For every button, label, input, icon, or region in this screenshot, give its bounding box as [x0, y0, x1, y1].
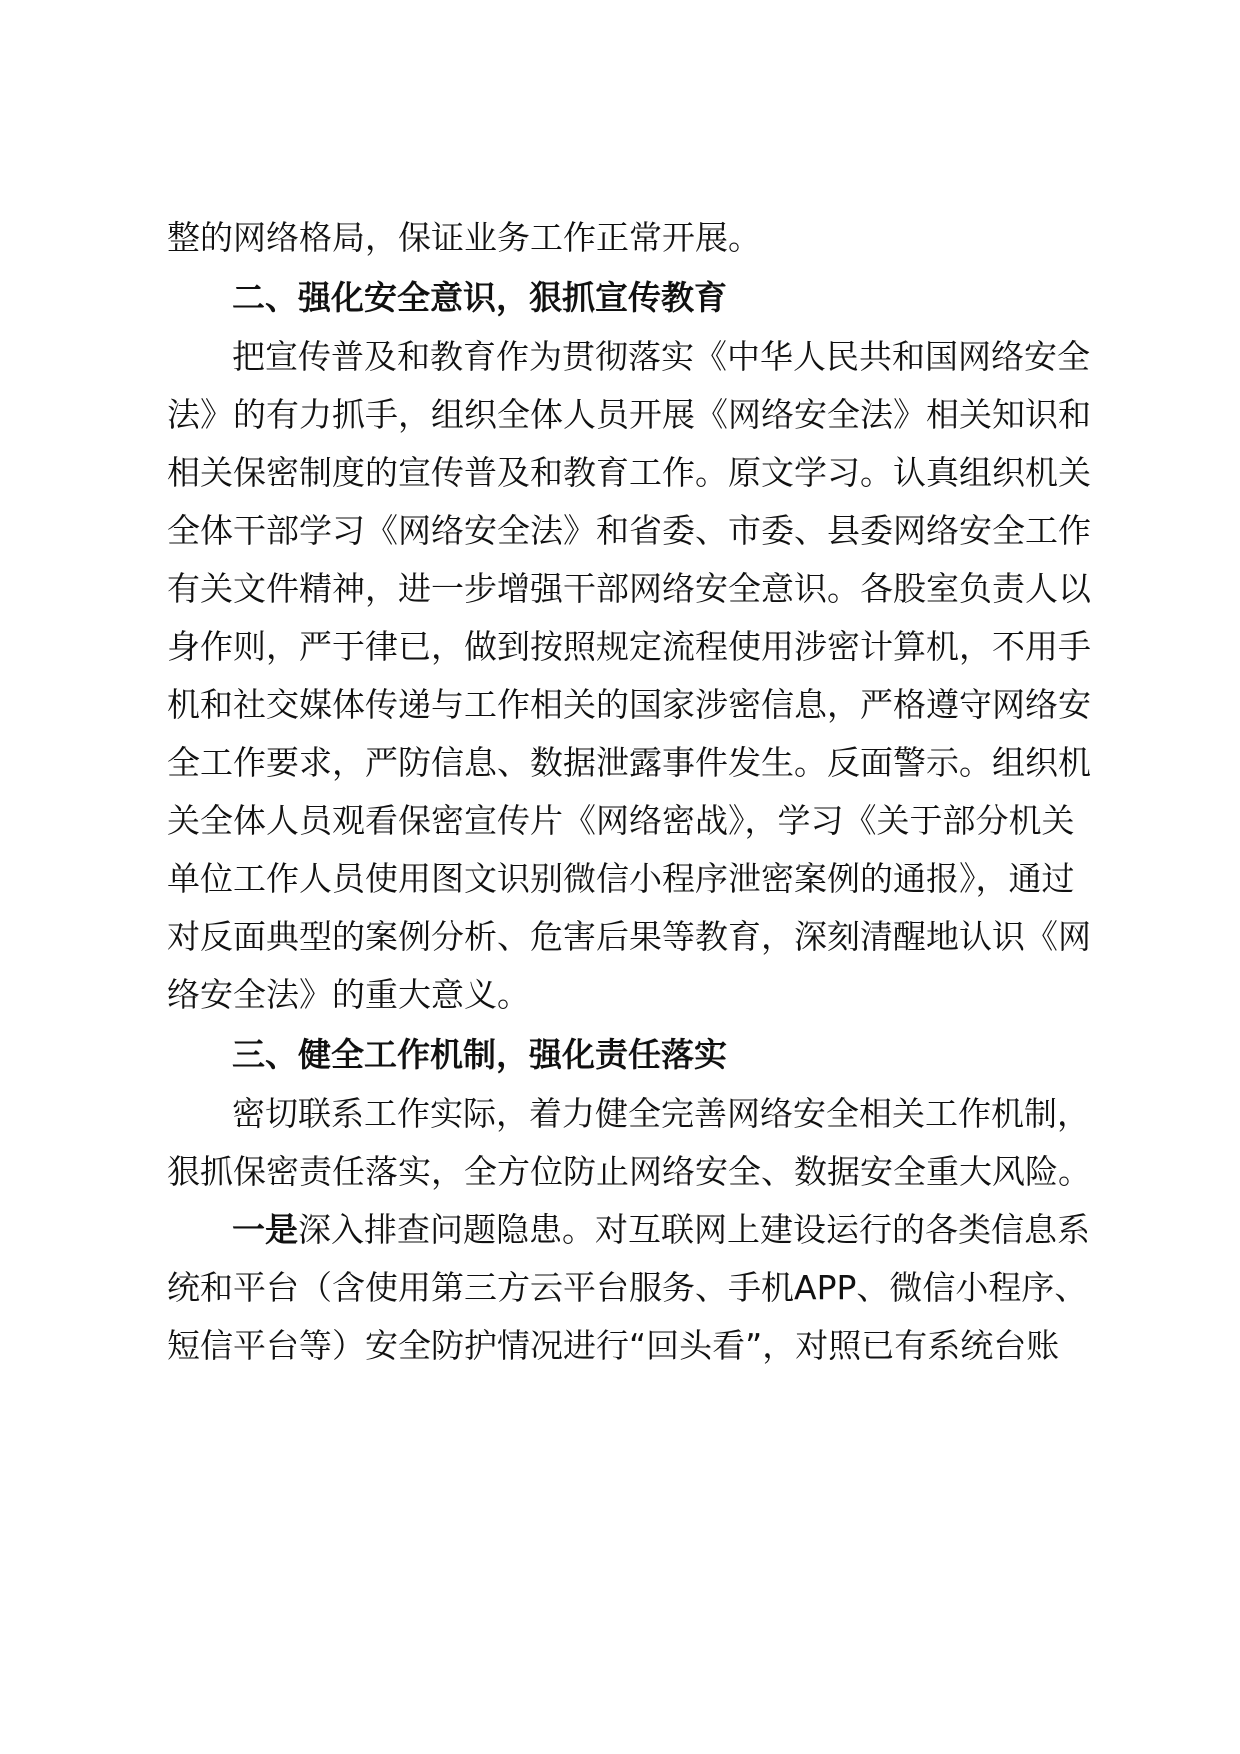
paragraph-line: 单位工作人员使用图文识别微信小程序泄密案例的通报》，通过 — [167, 859, 1075, 898]
section-heading-2: 二、强化安全意识，狠抓宣传教育 — [232, 278, 727, 317]
emphasis-prefix: 一是 — [232, 1210, 298, 1249]
paragraph-line: 统和平台（含使用第三方云平台服务、手机APP、微信小程序、 — [167, 1268, 1088, 1307]
paragraph-line: 全工作要求，严防信息、数据泄露事件发生。反面警示。组织机 — [167, 743, 1091, 782]
paragraph-line: 对反面典型的案例分析、危害后果等教育，深刻清醒地认识《网 — [167, 917, 1091, 956]
paragraph-text: 深入排查问题隐患。对互联网上建设运行的各类信息系 — [298, 1210, 1090, 1249]
paragraph-line: 密切联系工作实际，着力健全完善网络安全相关工作机制， — [232, 1094, 1090, 1133]
paragraph-line: 狠抓保密责任落实，全方位防止网络安全、数据安全重大风险。 — [167, 1152, 1091, 1191]
paragraph-line: 相关保密制度的宣传普及和教育工作。原文学习。认真组织机关 — [167, 453, 1091, 492]
paragraph-line: 把宣传普及和教育作为贯彻落实《中华人民共和国网络安全 — [232, 337, 1090, 376]
paragraph-line: 有关文件精神，进一步增强干部网络安全意识。各股室负责人以 — [167, 569, 1091, 608]
paragraph-line: 关全体人员观看保密宣传片《网络密战》，学习《关于部分机关 — [167, 801, 1075, 840]
paragraph-line: 全体干部学习《网络安全法》和省委、市委、县委网络安全工作 — [167, 511, 1091, 550]
section-heading-3: 三、健全工作机制，强化责任落实 — [232, 1035, 727, 1074]
paragraph-line — [232, 1204, 1090, 1256]
paragraph-line: 短信平台等）安全防护情况进行“回头看”，对照已有系统台账 — [167, 1326, 1060, 1365]
paragraph-line: 身作则，严于律已，做到按照规定流程使用涉密计算机，不用手 — [167, 627, 1091, 666]
paragraph-line: 络安全法》的重大意义。 — [167, 975, 530, 1014]
paragraph-line: 机和社交媒体传递与工作相关的国家涉密信息，严格遵守网络安 — [167, 685, 1091, 724]
paragraph-line: 整的网络格局，保证业务工作正常开展。 — [167, 218, 761, 257]
paragraph-line: 法》的有力抓手，组织全体人员开展《网络安全法》相关知识和 — [167, 395, 1091, 434]
